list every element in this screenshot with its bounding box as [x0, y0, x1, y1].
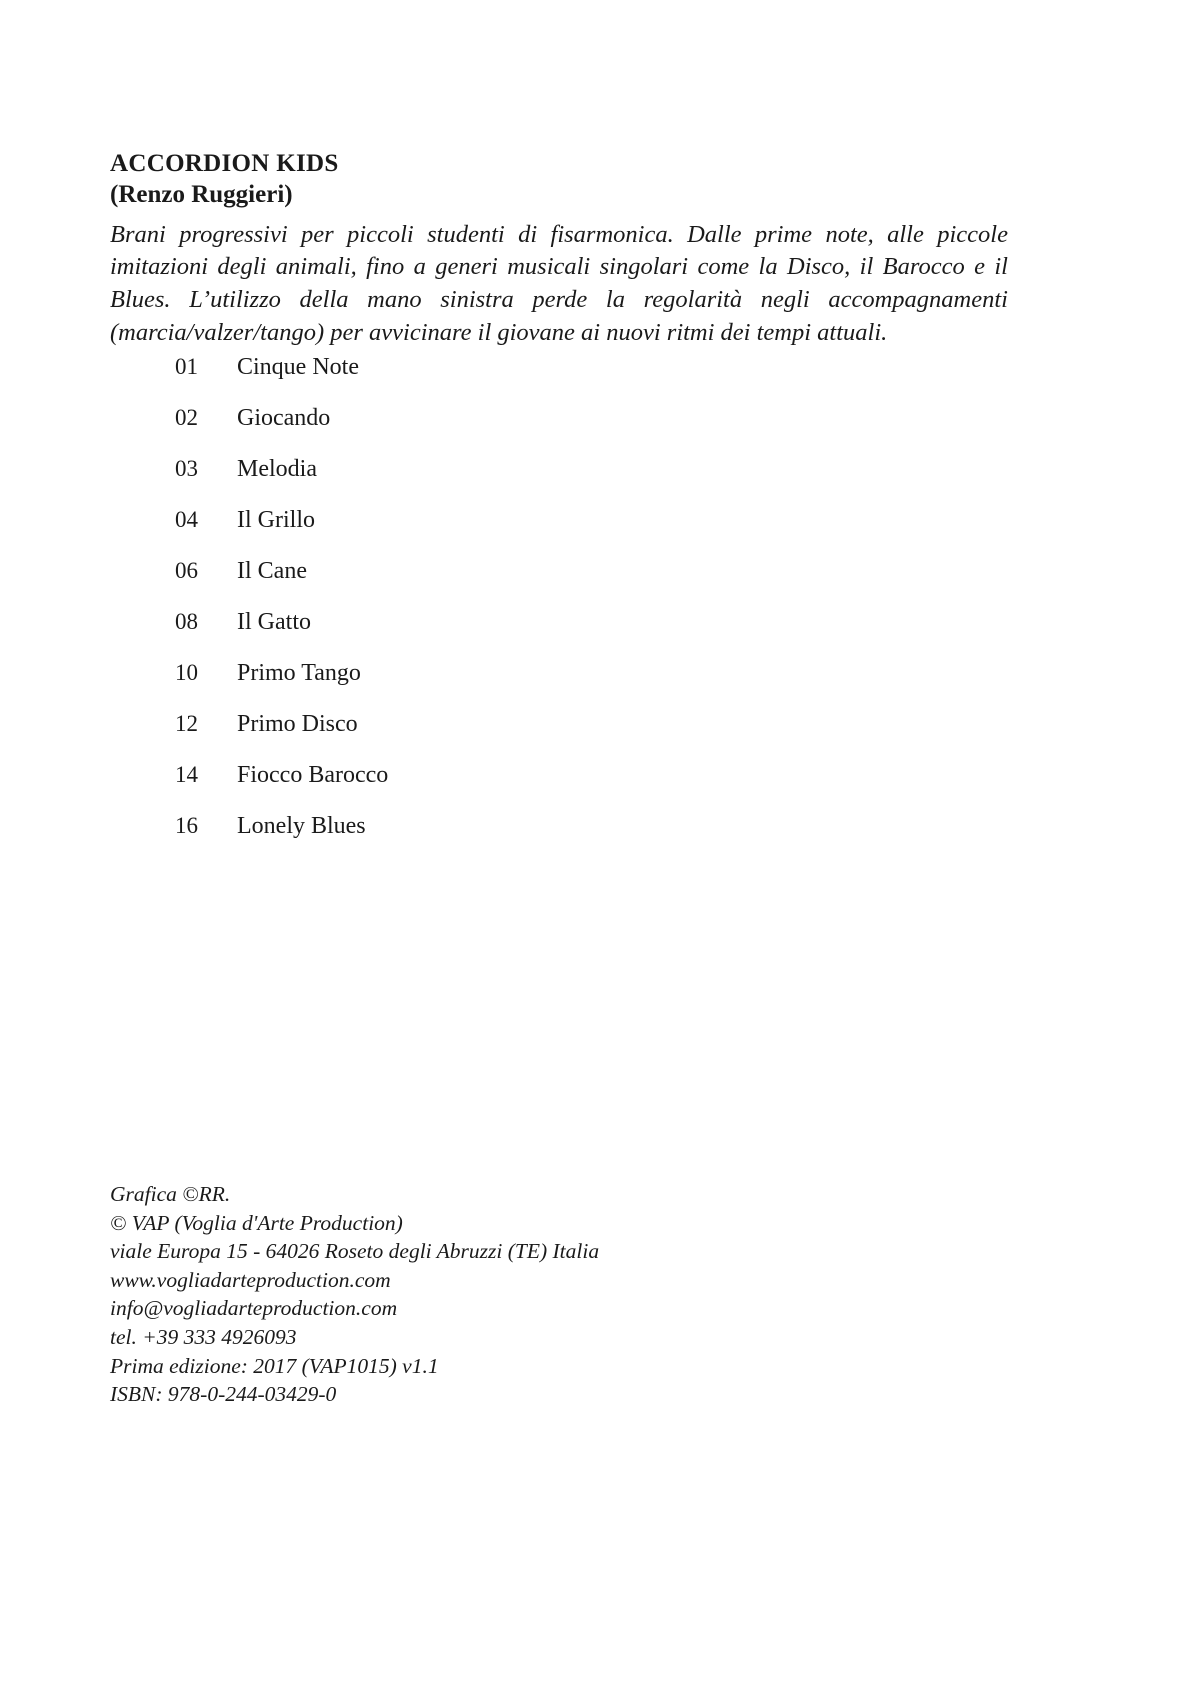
list-item [175, 508, 875, 559]
header-block [110, 148, 1010, 350]
table-of-contents [175, 355, 875, 865]
track-number: 01 [175, 354, 198, 379]
author-name: (Renzo Ruggieri) [110, 181, 293, 209]
colophon-line-publisher: © VAP (Voglia d'Arte Production) [110, 1210, 403, 1235]
track-number: 03 [175, 456, 198, 481]
track-title: Il Cane [237, 558, 307, 584]
list-item [175, 661, 875, 712]
track-title: Primo Tango [237, 660, 361, 686]
colophon-line-phone: tel. +39 333 4926093 [110, 1324, 297, 1349]
colophon-line-website: www.vogliadarteproduction.com [110, 1267, 391, 1292]
colophon-block [110, 1180, 599, 1409]
track-number: 16 [175, 813, 198, 838]
colophon-line-email: info@vogliadarteproduction.com [110, 1296, 398, 1321]
track-title: Il Gatto [237, 609, 311, 635]
list-item [175, 610, 875, 661]
track-number: 10 [175, 660, 198, 685]
page-title: ACCORDION KIDS [110, 150, 339, 177]
list-item [175, 559, 875, 610]
colophon-line-edition: Prima edizione: 2017 (VAP1015) v1.1 [110, 1353, 439, 1378]
track-title: Cinque Note [237, 354, 359, 380]
list-item [175, 712, 875, 763]
track-title: Melodia [237, 456, 317, 482]
track-number: 12 [175, 711, 198, 736]
track-number: 08 [175, 609, 198, 634]
list-item [175, 763, 875, 814]
list-item [175, 406, 875, 457]
track-title: Il Grillo [237, 507, 315, 533]
track-title: Giocando [237, 405, 331, 431]
abstract-text: Brani progressivi per piccoli studenti di fisarmonica. Dalle prime note, alle piccole imitazioni degli animali, fino a generi musicali singolari come la Disco, il Barocco e il Blues. L’utilizzo della mano sinistra perde la regolarità negli accompagnamenti (marcia/valzer/tango) per avvicinare il giovane ai nuovi ritmi dei tempi attuali. [110, 220, 1008, 346]
track-title: Primo Disco [237, 711, 358, 737]
list-item [175, 814, 875, 865]
list-item [175, 355, 875, 406]
colophon-line-isbn: ISBN: 978-0-244-03429-0 [110, 1382, 337, 1407]
list-item [175, 457, 875, 508]
track-number: 14 [175, 762, 198, 787]
track-title: Fiocco Barocco [237, 762, 389, 788]
track-title: Lonely Blues [237, 813, 366, 839]
colophon-line-graphics: Grafica ©RR. [110, 1182, 231, 1206]
track-number: 06 [175, 558, 198, 583]
track-number: 04 [175, 507, 198, 532]
track-number: 02 [175, 405, 198, 430]
colophon-line-address: viale Europa 15 - 64026 Roseto degli Abruzzi (TE) Italia [110, 1239, 600, 1264]
